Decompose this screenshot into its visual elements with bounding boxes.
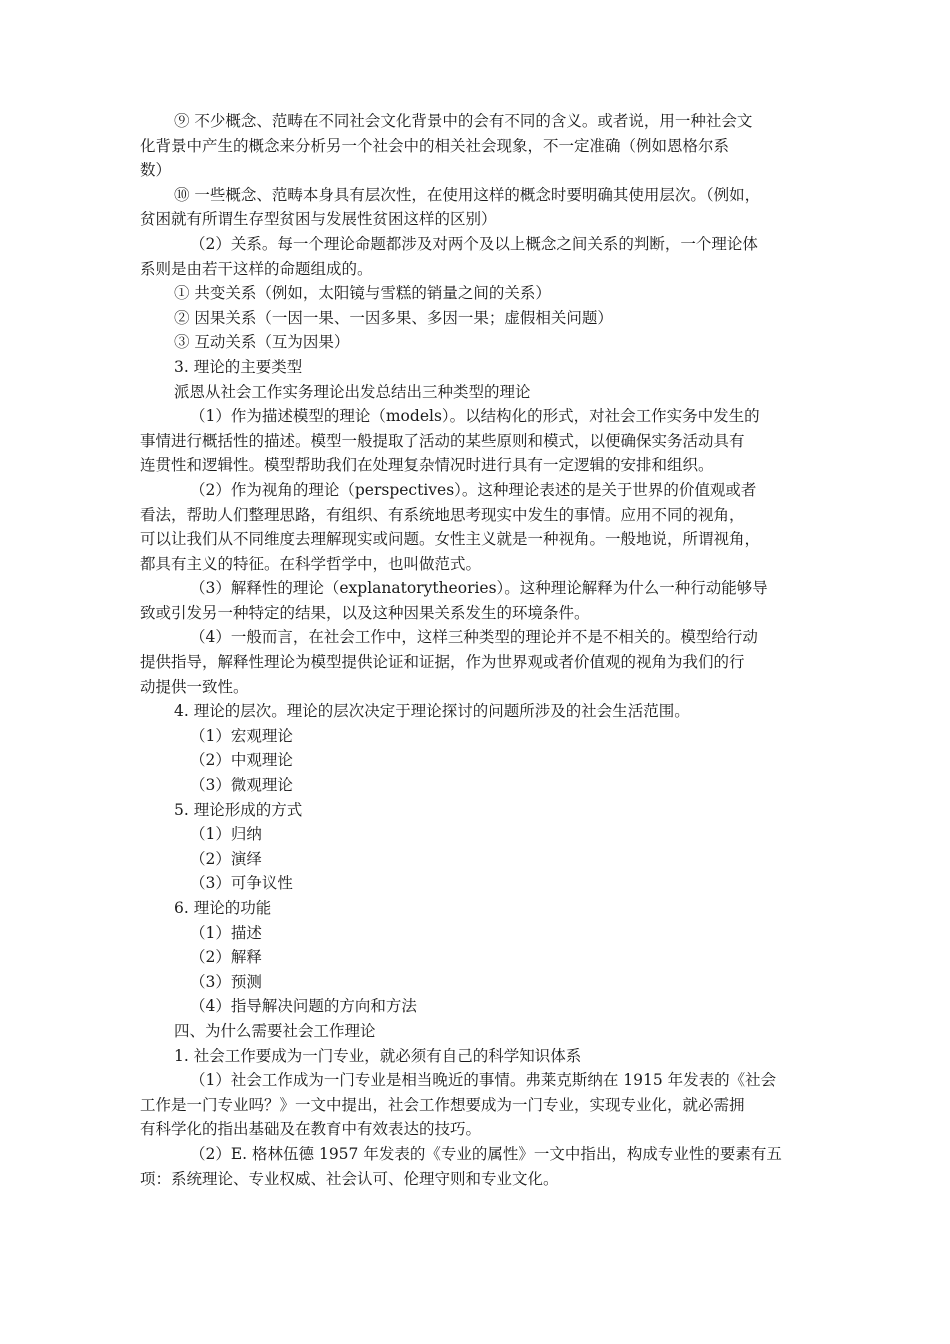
text-line: 1. 社会工作要成为一门专业，就必须有自己的科学知识体系: [174, 1046, 582, 1065]
text-line: 连贯性和逻辑性。模型帮助我们在处理复杂情况时进行具有一定逻辑的安排和组织。: [140, 456, 714, 475]
text-line: 6. 理论的功能: [174, 899, 272, 917]
text-line: （1）归纳: [190, 825, 262, 844]
text-line: （4）一般而言，在社会工作中，这样三种类型的理论并不是不相关的。模型给行动: [190, 628, 758, 647]
text-line: ③ 互动关系（互为因果）: [174, 333, 350, 352]
text-line: 贫困就有所谓生存型贫困与发展性贫困这样的区别）: [140, 210, 497, 229]
text-line: 工作是一门专业吗？》一文中提出，社会工作想要成为一门专业，实现专业化，就必需拥: [140, 1095, 745, 1114]
document-page: [140, 109, 830, 1191]
text-line: （2）关系。每一个理论命题都涉及对两个及以上概念之间关系的判断，一个理论体: [190, 234, 758, 253]
text-line: 可以让我们从不同维度去理解现实或问题。女性主义就是一种视角。一般地说，所谓视角，: [140, 530, 761, 549]
text-line: （4）指导解决问题的方向和方法: [190, 997, 417, 1016]
text-line: ⑨ 不少概念、范畴在不同社会文化背景中的会有不同的含义。或者说，用一种社会文: [174, 112, 753, 130]
text-line: 系则是由若干这样的命题组成的。: [140, 259, 373, 278]
text-line: 5. 理论形成的方式: [174, 800, 303, 819]
text-line: （1）描述: [190, 923, 262, 942]
text-line: （2）演绎: [190, 849, 262, 868]
text-line: 3. 理论的主要类型: [174, 357, 303, 376]
text-line: 提供指导，解释性理论为模型提供论证和证据，作为世界观或者价值观的视角为我们的行: [140, 653, 745, 672]
text-line: 都具有主义的特征。在科学哲学中，也叫做范式。: [140, 554, 482, 573]
text-line: 看法，帮助人们整理思路，有组织、有系统地思考现实中发生的事情。应用不同的视角，: [140, 505, 745, 524]
text-line: ② 因果关系（一因一果、一因多果、多因一果；虚假相关问题）: [174, 308, 613, 327]
text-line: ⑩ 一些概念、范畴本身具有层次性，在使用这样的概念时要明确其使用层次。（例如，: [174, 185, 761, 204]
text-line: 有科学化的指出基础及在教育中有效表达的技巧。: [140, 1120, 482, 1139]
text-line: （2）作为视角的理论（perspectives）。这种理论表述的是关于世界的价值观或者: [190, 480, 757, 499]
text-line: （2）E. 格林伍德 1957 年发表的《专业的属性》一文中指出，构成专业性的要素有五: [190, 1144, 782, 1163]
text-line: 派恩从社会工作实务理论出发总结出三种类型的理论: [174, 382, 531, 401]
text-line: 数）: [140, 161, 172, 180]
text-line: （3）解释性的理论（explanatorytheories）。这种理论解释为什么一种行动能够导: [190, 579, 768, 598]
text-line: ① 共变关系（例如，太阳镜与雪糕的销量之间的关系）: [174, 284, 551, 303]
text-line: （1）作为描述模型的理论（models）。以结构化的形式，对社会工作实务中发生的: [190, 407, 760, 426]
text-line: 事情进行概括性的描述。模型一般提取了活动的某些原则和模式，以便确保实务活动具有: [140, 431, 745, 450]
text-line: 4. 理论的层次。理论的层次决定于理论探讨的问题所涉及的社会生活范围。: [174, 702, 690, 721]
text-line: 动提供一致性。: [140, 677, 249, 696]
text-line: （3）可争议性: [190, 874, 293, 893]
text-line: （3）微观理论: [190, 776, 293, 795]
text-line: 四、为什么需要社会工作理论: [174, 1021, 376, 1040]
text-line: （2）解释: [190, 948, 262, 967]
text-line: （1）社会工作成为一门专业是相当晚近的事情。弗莱克斯纳在 1915 年发表的《社会: [190, 1071, 777, 1090]
text-line: （3）预测: [190, 972, 262, 991]
text-line: （2）中观理论: [190, 751, 293, 770]
text-line: 致或引发另一种特定的结果，以及这种因果关系发生的环境条件。: [140, 603, 590, 622]
text-line: （1）宏观理论: [190, 726, 293, 745]
text-line: 化背景中产生的概念来分析另一个社会中的相关社会现象，不一定准确（例如恩格尔系: [140, 136, 730, 155]
text-line: 项：系统理论、专业权威、社会认可、伦理守则和专业文化。: [140, 1169, 559, 1188]
